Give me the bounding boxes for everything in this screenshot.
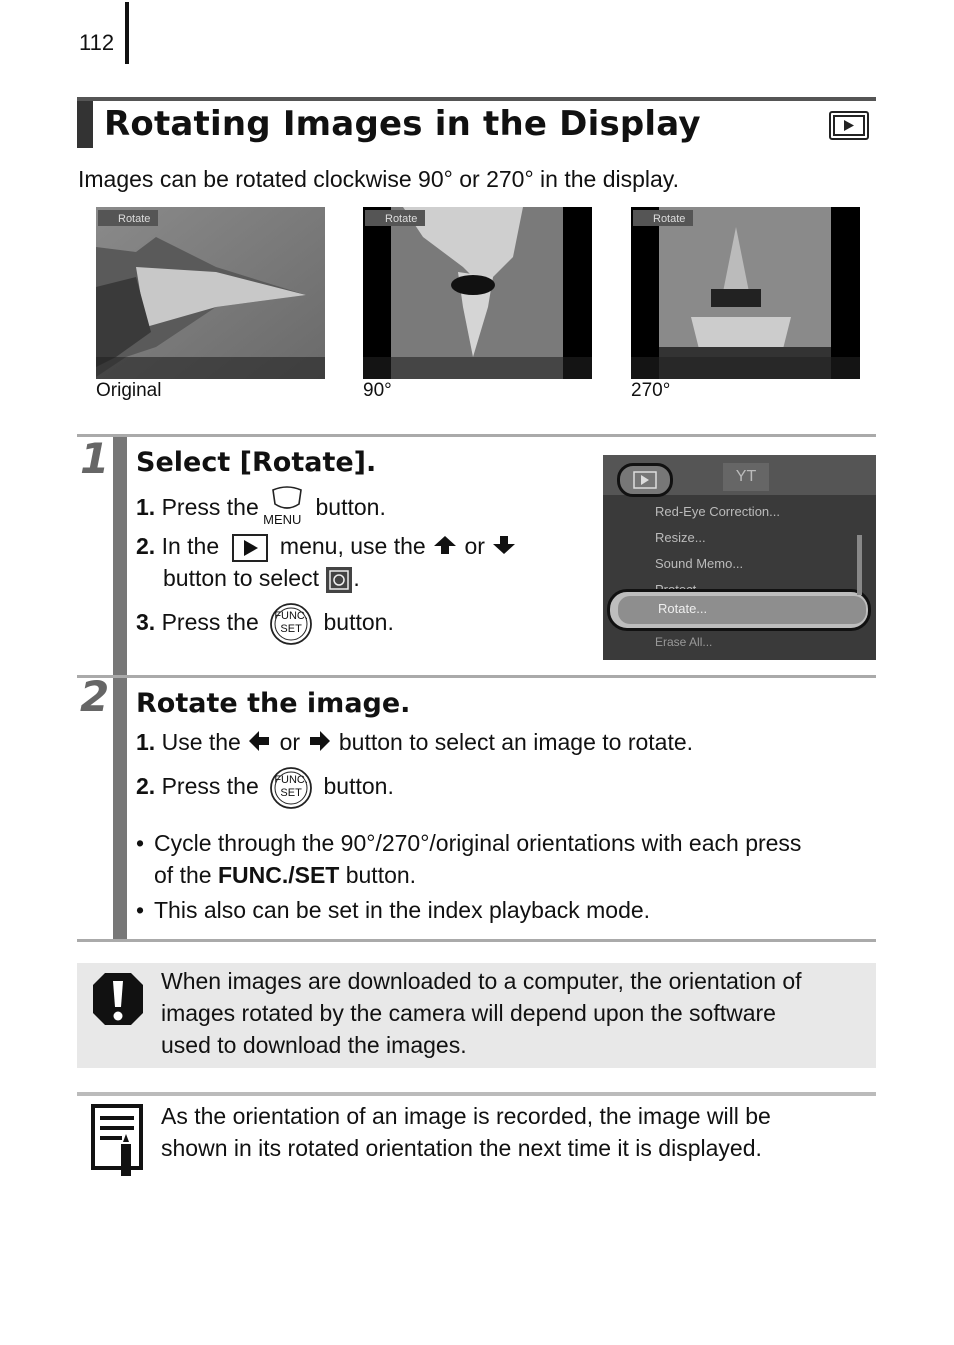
step1-line3: button to select . <box>163 565 360 594</box>
caution-icon <box>91 971 145 1032</box>
svg-text:Rotate: Rotate <box>653 213 686 225</box>
rotate-menu-icon <box>325 566 353 594</box>
page-title: Rotating Images in the Display <box>104 104 701 144</box>
step1-line2: 2. In the menu, use the or <box>136 533 517 562</box>
step2-heading: Rotate the image. <box>136 688 411 719</box>
menu-item-resize: Resize... <box>655 530 706 545</box>
example-original-image <box>96 207 325 379</box>
caption-270: 270° <box>631 380 671 401</box>
example-270-image <box>631 207 860 379</box>
menu-items <box>623 499 853 603</box>
example-90-image <box>363 207 592 379</box>
page-number-bar <box>125 2 129 64</box>
step1-line4: 3. Press the FUNC. SET button. <box>136 602 394 646</box>
func-set-button-icon: FUNC. SET <box>269 602 313 646</box>
func-set-button-icon: FUNC. SET <box>269 766 313 810</box>
step1-line1: 1. Press the MENU button. <box>136 494 386 524</box>
playback-icon <box>829 111 869 140</box>
note-rule <box>77 1092 876 1096</box>
caption-original: Original <box>96 380 162 401</box>
title-accent <box>77 101 93 148</box>
left-arrow-icon <box>247 730 273 758</box>
step2-line1: 1. Use the or button to select an image to rotate. <box>136 729 693 758</box>
step1-bar <box>113 437 127 675</box>
menu-tab-print <box>685 467 721 491</box>
svg-text:Rotate: Rotate <box>118 213 151 225</box>
caution-box <box>77 963 876 1068</box>
func-set-label: FUNC./SET <box>217 862 340 888</box>
step2-bullet1: • Cycle through the 90°/270°/original orientations with each press <box>136 830 802 856</box>
step2-number: 2 <box>80 672 110 721</box>
step2-bullet2: • This also can be set in the index playback mode. <box>136 897 651 923</box>
menu-item-rotate-highlight <box>607 589 871 631</box>
note-icon <box>91 1104 145 1183</box>
up-arrow-icon <box>432 534 458 562</box>
steps-bottom-rule <box>77 939 876 942</box>
camera-menu-screenshot <box>603 455 876 660</box>
caption-90: 90° <box>363 380 392 401</box>
step2-bar <box>113 678 127 939</box>
menu-item-red-eye: Red-Eye Correction... <box>655 504 780 519</box>
step1-number: 1 <box>80 434 110 483</box>
menu-scrollbar <box>857 535 862 595</box>
step2-rule <box>77 675 876 678</box>
step2-bullet1-cont: of the FUNC./SET button. <box>154 862 417 888</box>
svg-text:Rotate: Rotate <box>385 213 418 225</box>
menu-tab-playback <box>617 463 673 497</box>
step1-heading: Select [Rotate]. <box>136 447 377 478</box>
right-arrow-icon <box>306 730 332 758</box>
caution-text: When images are downloaded to a computer, the orientation of images rotated by the camera will depend upon the software used to download the images. <box>161 968 802 1058</box>
step1-rule <box>77 434 876 437</box>
page-number: 112 <box>79 30 115 55</box>
title-rule <box>77 97 876 101</box>
menu-tab-setup: YT <box>723 463 769 491</box>
menu-item-rotate: Rotate... <box>658 601 708 616</box>
playback-menu-icon <box>232 534 268 562</box>
step2-line2: 2. Press the FUNC. SET button. <box>136 766 394 810</box>
menu-item-erase-all: Erase All... <box>655 635 713 649</box>
down-arrow-icon <box>491 534 517 562</box>
menu-item-sound-memo: Sound Memo... <box>655 556 744 571</box>
intro-text: Images can be rotated clockwise 90° or 270° in the display. <box>78 166 679 192</box>
note-text: As the orientation of an image is recorded, the image will be shown in its rotated orientation the next time it is displayed. <box>161 1103 771 1161</box>
menu-button-icon: MENU <box>265 494 309 524</box>
